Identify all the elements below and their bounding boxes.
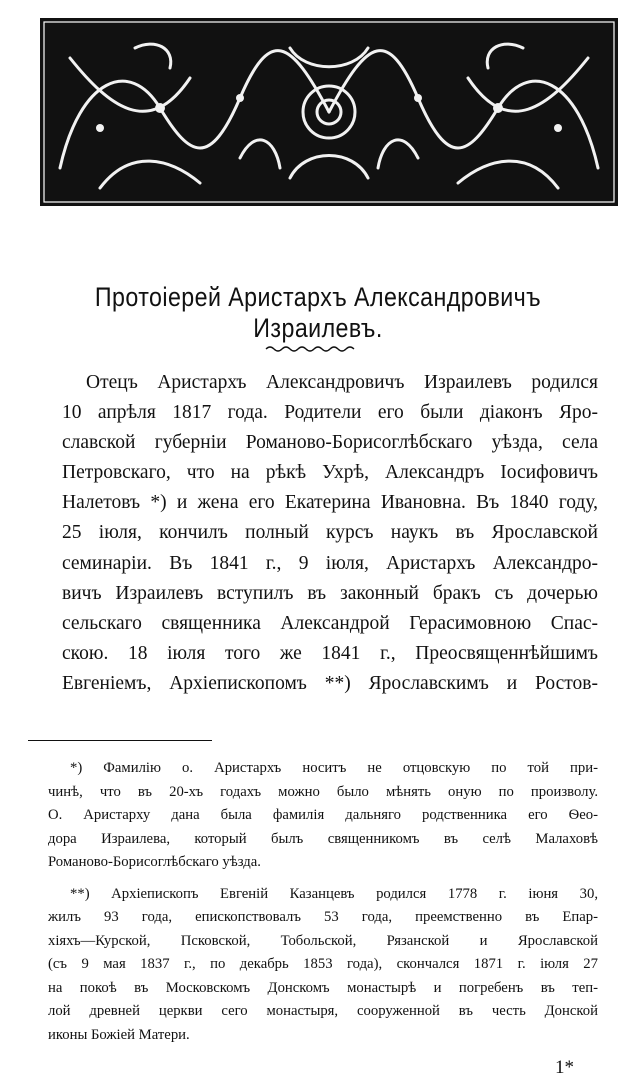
footnote-line: иконы Божіей Матери. xyxy=(48,1026,190,1043)
text-line: вичъ Израилевъ вступилъ въ законный бракъ съ дочерью xyxy=(62,582,598,604)
page-title: Протоіерей Аристархъ Александровичъ Израилевъ. xyxy=(94,282,542,343)
footnote-1 xyxy=(48,760,598,878)
text-line: 10 апрѣля 1817 года. Родители его были діаконъ Яро- xyxy=(62,402,598,424)
text-line: Отецъ Аристархъ Александровичъ Израилевъ родился xyxy=(86,372,598,393)
ornament-icon xyxy=(40,18,618,206)
text-line: Петровскаго, что на рѣкѣ Ухрѣ, Александръ Іосифовичъ xyxy=(62,462,598,484)
footnote-line: дора Израилева, который былъ священникомъ въ селѣ Малаховѣ xyxy=(48,830,598,847)
footnote-line: чинѣ, что въ 20-хъ годахъ можно было мѣнять оную по произволу. xyxy=(48,783,598,800)
main-text xyxy=(62,372,598,703)
text-line: Налетовъ *) и жена его Екатерина Ивановна. Въ 1840 году, xyxy=(62,492,598,514)
wavy-divider xyxy=(264,344,356,354)
footnote-line: лой древней церкви сего монастыря, сооруженной въ честь Донской xyxy=(48,1003,598,1019)
footnote-line: (съ 9 мая 1837 г., по декабрь 1853 года), скончался 1871 г. іюля 27 xyxy=(48,956,598,972)
footnote-line: **) Архіепископъ Евгеній Казанцевъ родился 1778 г. іюня 30, xyxy=(70,885,598,902)
footnotes xyxy=(48,760,598,1050)
signature-mark: 1* xyxy=(555,1057,574,1078)
footnote-line: хіяхъ—Курской, Псковской, Тобольской, Рязанской и Ярославской xyxy=(48,932,598,949)
footnote-separator xyxy=(28,740,212,741)
footnote-line: *) Фамилію о. Аристархъ носитъ не отцовскую по той при- xyxy=(70,760,598,776)
text-line: сельскаго священника Александрой Герасимовною Спас- xyxy=(62,612,598,634)
text-line: скою. 18 іюля того же 1841 г., Преосвященнѣйшимъ xyxy=(62,642,598,664)
text-line: Евгеніемъ, Архіепископомъ **) Ярославскимъ и Ростов- xyxy=(62,672,598,694)
text-line: 25 іюля, кончилъ полный курсъ наукъ въ Ярославской xyxy=(62,522,598,544)
footnote-2 xyxy=(48,886,598,1051)
footnote-line: жилъ 93 года, епископствовалъ 53 года, преемственно въ Епар- xyxy=(48,909,598,925)
text-line: семинаріи. Въ 1841 г., 9 іюля, Аристархъ Александро- xyxy=(62,552,598,574)
footnote-line: на покоѣ въ Московскомъ Донскомъ монастырѣ и погребенъ въ теп- xyxy=(48,979,598,996)
decorative-headpiece xyxy=(40,18,618,206)
text-line: славской губерніи Романово-Борисоглѣбскаго уѣзда, села xyxy=(62,432,598,454)
footnote-line: О. Аристарху дана была фамилія дальняго родственника его Ѳео- xyxy=(48,807,598,823)
footnote-line: Романово-Борисоглѣбскаго уѣзда. xyxy=(48,854,261,870)
